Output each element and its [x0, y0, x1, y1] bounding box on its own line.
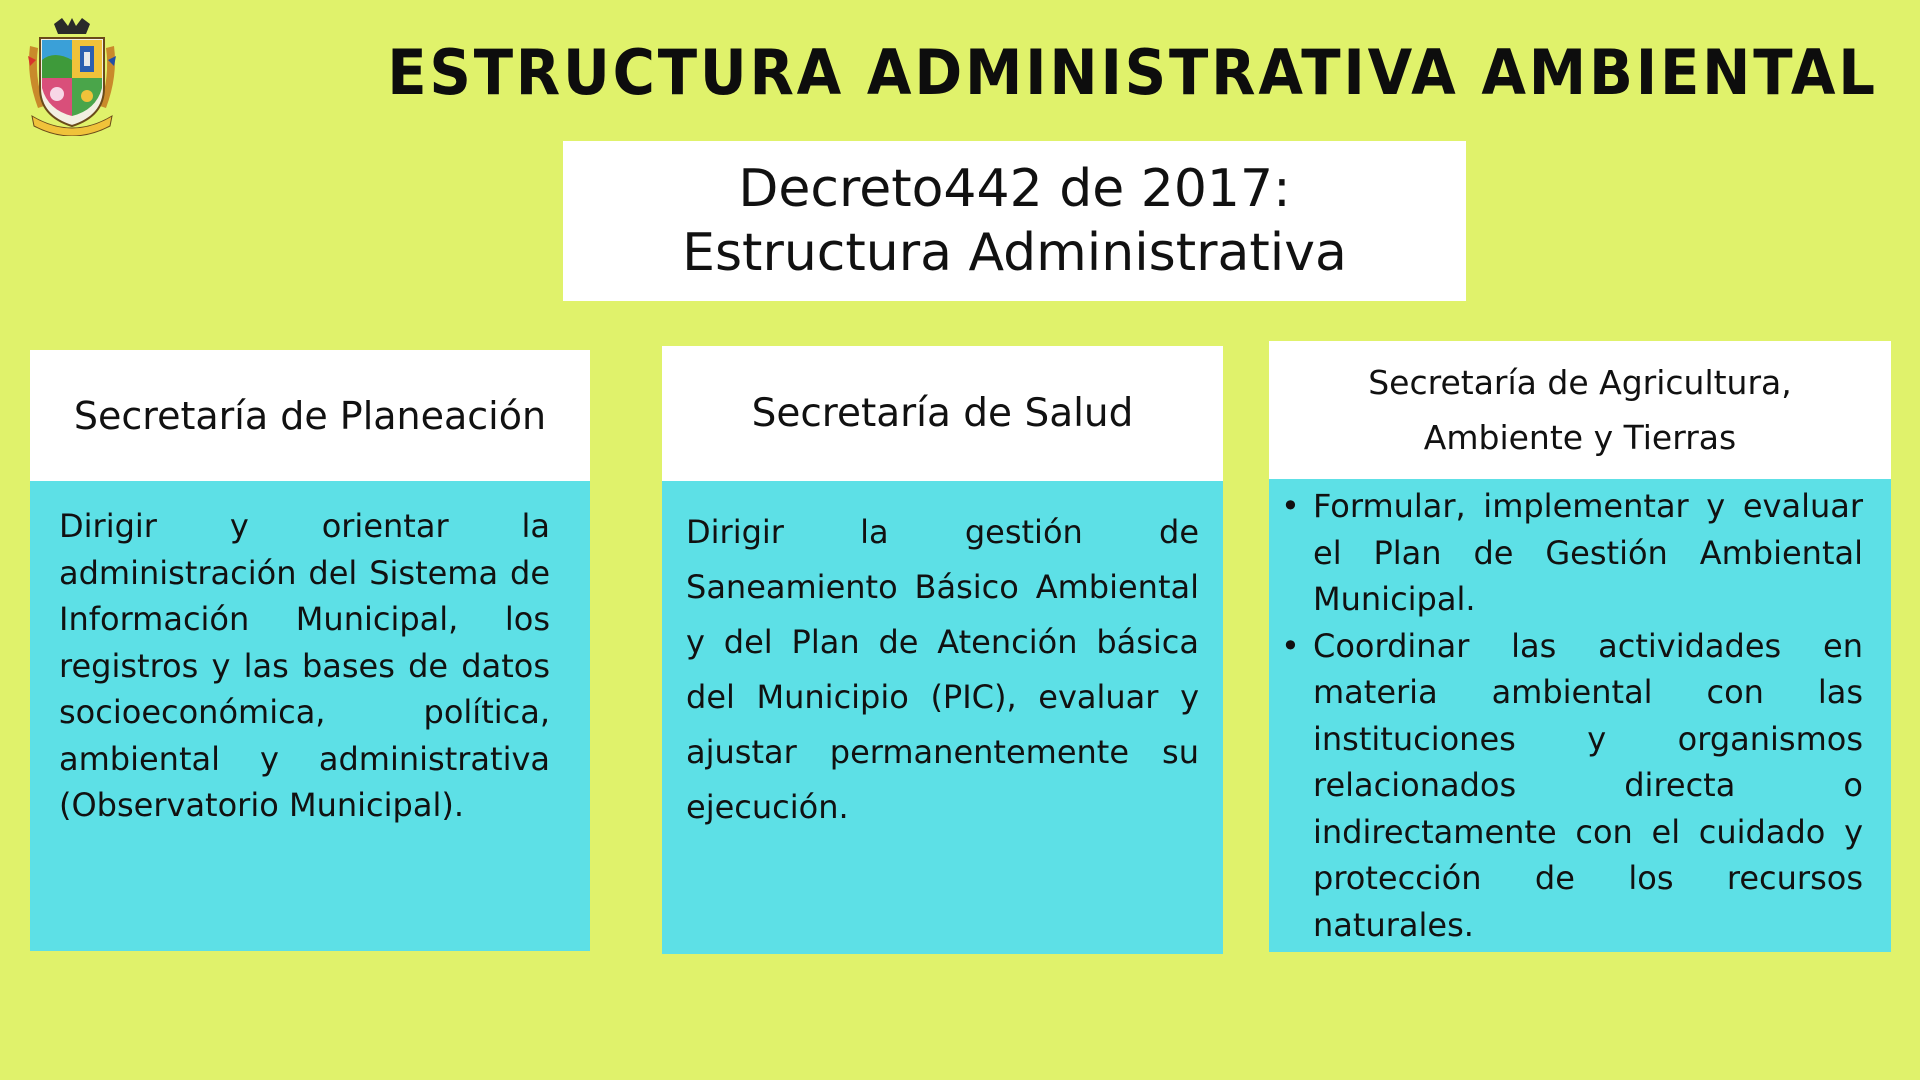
card-title: Secretaría de Planeación: [73, 393, 547, 438]
municipal-coat-of-arms-logo: [24, 16, 120, 136]
decree-title-line2: Estructura Administrativa: [682, 223, 1347, 283]
card-description: Dirigir y orientar la administración del Sistema de Información Municipal, los registros y las bases de datos socioeconómica, política, ambiental y administrativa (Observatorio Municipal).: [59, 507, 550, 824]
list-item-text: Coordinar las actividades en materia ambiental con las instituciones y organismos relacionados directa o indirectamente con el cuidado y protección de los recursos naturales.: [1313, 626, 1863, 944]
card-secretaria-planeacion: [30, 350, 590, 951]
bullet-list: [1281, 483, 1863, 948]
card-secretaria-salud: [662, 346, 1223, 954]
bullet-icon: •: [1281, 487, 1300, 525]
bullet-icon: •: [1281, 626, 1300, 665]
list-item: [1281, 483, 1863, 623]
card-secretaria-agricultura: [1269, 341, 1891, 952]
card-header: [1269, 341, 1891, 479]
card-body: [30, 481, 590, 951]
card-body: [1269, 479, 1891, 952]
card-title-line2: Ambiente y Tierras: [1423, 418, 1737, 457]
page-title: ESTRUCTURA ADMINISTRATIVA AMBIENTAL: [387, 36, 1878, 109]
coat-of-arms-icon: [24, 16, 120, 136]
card-header: [30, 350, 590, 481]
decree-box: [563, 141, 1466, 301]
card-description: Dirigir la gestión de Saneamiento Básico Ambiental y del Plan de Atención básica del Municipio (PIC), evaluar y ajustar permanentemente su ejecución.: [686, 513, 1199, 826]
card-title-line1: Secretaría de Agricultura,: [1368, 363, 1792, 402]
card-header: [662, 346, 1223, 481]
decree-title-line1: Decreto442 de 2017:: [738, 159, 1291, 219]
list-item-text: Formular, implementar y evaluar el Plan de Gestión Ambiental Municipal.: [1313, 487, 1863, 618]
list-item: [1281, 623, 1863, 949]
card-title: Secretaría de Salud: [751, 391, 1134, 436]
card-body: [662, 481, 1223, 954]
